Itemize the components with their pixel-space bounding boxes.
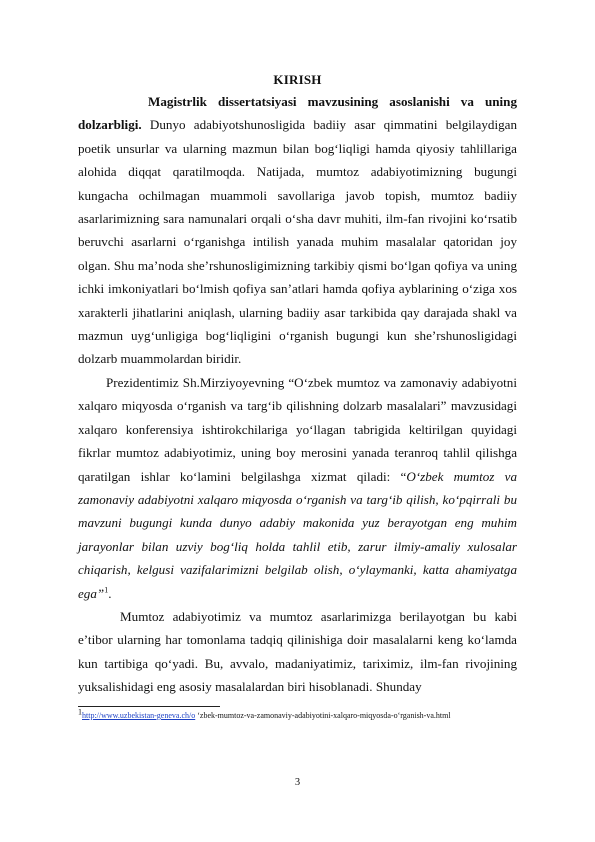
footnote-mark: 1	[78, 707, 82, 717]
paragraph-quote	[78, 371, 517, 605]
paragraph-intro	[78, 90, 517, 371]
quote-end: .	[108, 585, 112, 601]
paragraph-intro-text: Dunyo adabiyotshunosligida badiiy asar qimmatini belgilaydigan poetik unsurlar va ularning mazmun bilan bog‘liqligi hamda qiyosiy tahlillariga alohida diqqat qaratilmoqda. Natijada, mumtoz adabiyotimizning bugungi kungacha ochilmagan muammoli savollariga javob topish, mumtoz badiiy asarlarimizning sara namunalari orqali o‘sha davr muhiti, ilm-fan rivojini ko‘rsatib beruvchi asarlarni o‘rganishga intilish yanada muhim masalalar qatoridan joy olgan. Shu ma’noda she’rshunosligimizning tarkibiy qismi bo‘lgan qofiya va uning ichki imkoniyatlari bo‘lmish qofiya san’atlari hamda qofiya ayblarining o‘ziga xos xarakterli jihatlarini aniqlash, ularning badiiy asar tarkibida qay darajada shakl va mazmun uyg‘unligiga bog‘liqligini o‘rganish bugungi kun she’rshunosligidagi dolzarb muammolardan biridir.	[78, 117, 517, 367]
footnote-divider	[78, 706, 220, 707]
footnote-link[interactable]: http://www.uzbekistan-geneva.ch/o	[82, 711, 196, 720]
footnote-reference[interactable]: 1	[104, 585, 109, 595]
paragraph-continuation-text: Mumtoz adabiyotimiz va mumtoz asarlarimizga berilayotgan bu kabi e’tibor ularning har tomonlama tadqiq qilinishiga doir masalalarni keng ko‘lamda kun tartibiga qo‘yadi. Bu, avvalo, madaniyatimiz, tariximiz, ilm-fan rivojining yuksalishidagi eng asosiy masalalardan biri hisoblanadi. Shunday	[78, 608, 517, 695]
body-text	[78, 90, 517, 699]
president-quote: O‘zbek mumtoz va zamonaviy adabiyotni xalqaro miqyosda o‘rganish va targ‘ib qilish, ko‘pqirrali bu mavzuni bugungi kunda dunyo adabiy makonida yuz berayotgan eng muhim jarayonlar bilan uzviy bog‘liq holda tahlil etib, zarur ilmiy-amaliy xulosalar chiqarish, kelgusi vazifalarimizni belgilab olish, o‘ylaymanki, katta ahamiyatga ega”	[78, 468, 517, 601]
footnote-link-rest: ‘zbek-mumtoz-va-zamonaviy-adabiyotini-xalqaro-miqyosda-o‘rganish-va.html	[197, 711, 451, 720]
lead-heading: Magistrlik dissertatsiyasi mavzusining asoslanishi va uning dolzarbligi.	[78, 94, 517, 133]
section-title: KIRISH	[273, 72, 322, 87]
paragraph-continuation	[78, 605, 517, 699]
footnote	[78, 707, 518, 721]
paragraph-quote-text: Prezidentimiz Sh.Mirziyoyevning “O‘zbek mumtoz va zamonaviy adabiyotni xalqaro miqyosda o‘rganish va targ‘ib qilishning dolzarb masalalari” mavzusidagi xalqaro konferensiya ishtirokchilariga yo‘llagan tabrigida keltirilgan quyidagi fikrlar mumtoz adabiyotimiz, uning boy merosini yanada teranroq tahlil qilishga qaratilgan ishlar ko‘lamini belgilashga xizmat qiladi: “	[78, 374, 517, 484]
page-number: 3	[294, 777, 301, 788]
